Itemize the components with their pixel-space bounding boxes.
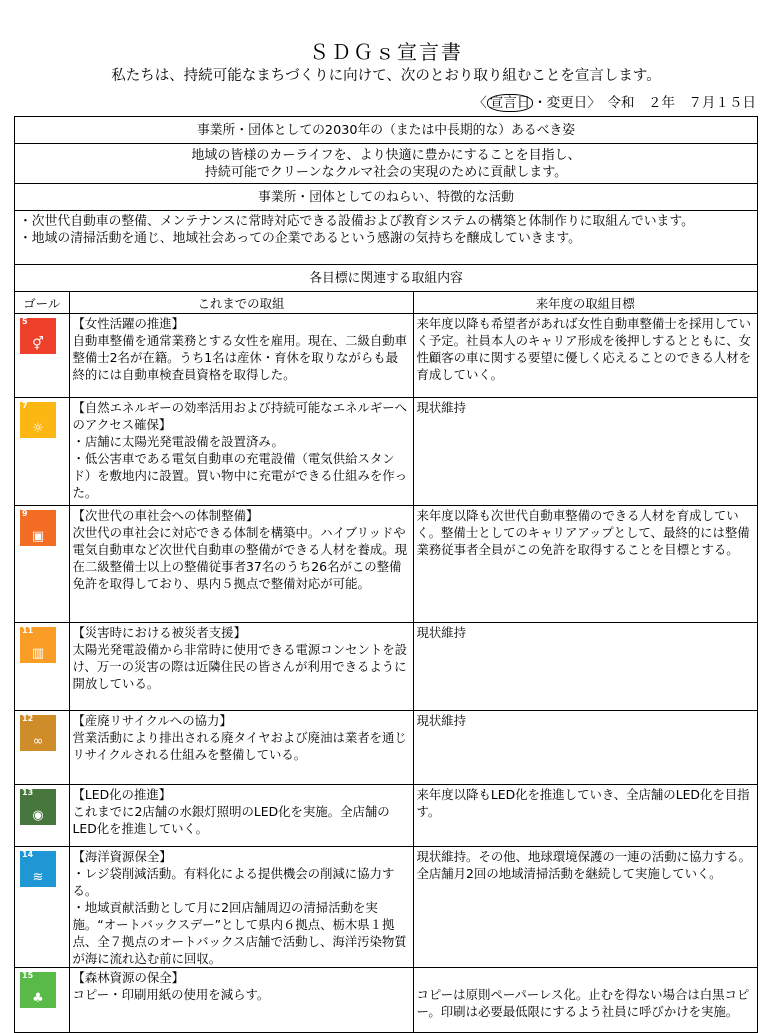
- climate-action-icon: [20, 789, 56, 825]
- goal-row: [15, 847, 757, 968]
- next-goal-cell-text: 現状維持。その他、地球環境保護の一連の活動に協力する。 全店舗月2回の地域清掃活動を継続して実施していく。: [416, 849, 752, 881]
- next-goal-cell-text: 来年度以降もLED化を推進していき、全店舗のLED化を目指す。: [416, 787, 750, 819]
- past-effort-cell: [69, 506, 413, 623]
- next-goal-cell-text: コピーは原則ペーパーレス化。止むを得ない場合は白黒コピー。印刷は必要最低限にするよう社員に呼びかけを実施。: [416, 987, 750, 1019]
- life-below-water-icon: [20, 851, 56, 887]
- declaration-form: [14, 116, 758, 1033]
- next-goal-cell-text: 現状維持: [416, 400, 467, 415]
- document-title: ＳＤＧｓ宣言書: [309, 40, 463, 64]
- next-goal-cell: [413, 506, 757, 623]
- goal-cell: [15, 968, 69, 1033]
- next-goal-cell: [413, 847, 757, 968]
- past-effort-cell-text: 【次世代の車社会への体制整備】 次世代の車社会に対応できる体制を構築中。ハイブリッドや電気自動車など次世代自動車の整備ができる人材を養成。現在二級整備士以上の整備従事者37名のうち26名がこの整備免許を取得しており、県内５拠点で整備対応が可能。: [72, 508, 408, 591]
- vision-line-1: 地域の皆様のカーライフを、より快適に豊かにすることを目指し、: [191, 148, 581, 163]
- goal-symbol: ∞: [32, 734, 44, 749]
- past-effort-cell-text: 【森林資源の保全】 コピー・印刷用紙の使用を減らす。: [72, 970, 270, 1002]
- next-goal-cell: [413, 711, 757, 785]
- next-goal-cell-text: 現状維持: [416, 625, 467, 640]
- industry-innovation-icon: [20, 510, 56, 546]
- aims-line-1: ・次世代自動車の整備、メンテナンスに常時対応できる設備および教育システムの構築と体制作りに取組んでいます。: [19, 214, 694, 229]
- vision-text: [15, 144, 757, 184]
- goals-table: [15, 292, 757, 1032]
- col-goal: ゴール: [15, 292, 69, 314]
- goals-heading: 各目標に関連する取組内容: [15, 265, 757, 292]
- col-past-efforts: これまでの取組: [69, 292, 413, 314]
- declaration-type-selected: 宣言日: [487, 94, 534, 112]
- next-goal-cell: [413, 785, 757, 847]
- past-effort-cell-text: 【災害時における被災者支援】 太陽光発電設備から非常時に使用できる電源コンセントを設け、万一の災害の際は近隣住民の皆さんが利用できるように開放している。: [72, 625, 408, 691]
- past-effort-cell-text: 【自然エネルギーの効率活用および持続可能なエネルギーへのアクセス確保】 ・店舗に太陽光発電設備を設置済み。 ・低公害車である電気自動車の充電設備（電気供給スタンド）を敷地内に設置。買い物中に充電ができる仕組みを作った。: [72, 400, 408, 500]
- goal-cell: [15, 847, 69, 968]
- vision-heading: 事業所・団体としての2030年の（または中長期的な）あるべき姿: [15, 117, 757, 144]
- declaration-date: ・変更日〉 令和 ２年 ７月１５日: [533, 95, 756, 111]
- aims-text: [15, 211, 757, 265]
- goal-symbol: ◉: [32, 808, 44, 823]
- next-goal-cell-text: 来年度以降も希望者があれば女性自動車整備士を採用していく予定。社員本人のキャリア形成を後押しするとともに、女性顧客の車に関する要望に優しく応えることのできる人材を育成していく。: [416, 316, 752, 382]
- past-effort-cell: [69, 785, 413, 847]
- goal-cell: [15, 623, 69, 711]
- sustainable-cities-icon: [20, 627, 56, 663]
- goal-number: 5: [22, 317, 28, 326]
- goal-number: 14: [22, 850, 34, 859]
- goal-number: 7: [22, 401, 28, 410]
- goal-cell: [15, 314, 69, 398]
- next-goal-cell: [413, 623, 757, 711]
- goal-symbol: ⚥: [32, 337, 44, 352]
- life-on-land-icon: [20, 972, 56, 1008]
- past-effort-cell: [69, 314, 413, 398]
- past-effort-cell: [69, 847, 413, 968]
- past-effort-cell-text: 【LED化の推進】 これまでに2店舗の水銀灯照明のLED化を実施。全店舗のLED化を推進していく。: [72, 787, 390, 836]
- goal-symbol: ▣: [31, 529, 45, 544]
- goal-row: [15, 623, 757, 711]
- goal-row: [15, 968, 757, 1033]
- goal-number: 13: [22, 788, 34, 797]
- goals-table-header: [15, 292, 757, 314]
- declaration-statement: 私たちは、持続可能なまちづくりに向けて、次のとおり取り組むことを宣言します。: [111, 68, 661, 84]
- col-next-year-goals: 来年度の取組目標: [413, 292, 757, 314]
- goal-number: 12: [22, 714, 34, 723]
- past-effort-cell: [69, 623, 413, 711]
- past-effort-cell-text: 【女性活躍の推進】 自動車整備を通常業務とする女性を雇用。現在、二級自動車整備士2名が在籍。うち1名は産休・育休を取りながらも最終的には自動車検査員資格を取得した。: [72, 316, 408, 382]
- goal-cell: [15, 711, 69, 785]
- goal-symbol: ≋: [32, 870, 44, 885]
- past-effort-cell: [69, 711, 413, 785]
- next-goal-cell: [413, 968, 757, 1033]
- goal-number: 15: [22, 971, 34, 980]
- goal-row: [15, 506, 757, 623]
- goal-number: 9: [22, 509, 28, 518]
- past-effort-cell: [69, 398, 413, 506]
- goal-row: [15, 785, 757, 847]
- next-goal-cell-text: 現状維持: [416, 713, 467, 728]
- declaration-date-line: 〈 宣言日 ・変更日〉 令和 ２年 ７月１５日: [473, 95, 756, 111]
- goal-symbol: ▥: [31, 646, 45, 661]
- clean-energy-icon: [20, 402, 56, 438]
- aims-line-2: ・地域の清掃活動を通じ、地域社会あっての企業であるという感謝の気持ちを醸成していきます。: [19, 231, 581, 246]
- goal-row: [15, 398, 757, 506]
- responsible-consumption-icon: [20, 715, 56, 751]
- goal-row: [15, 711, 757, 785]
- goal-symbol: ☼: [32, 421, 44, 436]
- past-effort-cell: [69, 968, 413, 1033]
- goal-number: 11: [22, 626, 34, 635]
- goal-cell: [15, 785, 69, 847]
- past-effort-cell-text: 【海洋資源保全】 ・レジ袋削減活動。有料化による提供機会の削減に協力する。 ・地域貢献活動として月に2回店舗周辺の清掃活動を実施。“オートバックスデー”として県内６拠点、栃木県１拠点、全７拠点のオートバックス店舗で活動し、海洋汚染物質が海に流れ込む前に回収。: [72, 849, 407, 966]
- goal-cell: [15, 398, 69, 506]
- vision-line-2: 持続可能でクリーンなクルマ社会の実現のために貢献します。: [204, 165, 568, 180]
- goal-symbol: ♣: [32, 991, 44, 1006]
- aims-heading: 事業所・団体としてのねらい、特徴的な活動: [15, 184, 757, 211]
- goal-row: [15, 314, 757, 398]
- goal-cell: [15, 506, 69, 623]
- gender-equality-icon: [20, 318, 56, 354]
- next-goal-cell: [413, 314, 757, 398]
- next-goal-cell: [413, 398, 757, 506]
- past-effort-cell-text: 【産廃リサイクルへの協力】 営業活動により排出される廃タイヤおよび廃油は業者を通じリサイクルされる仕組みを整備している。: [72, 713, 407, 762]
- next-goal-cell-text: 来年度以降も次世代自動車整備のできる人材を育成していく。整備士としてのキャリアアップとして、最終的には整備業務従事者全員がこの免許を取得することを目標とする。: [416, 508, 750, 557]
